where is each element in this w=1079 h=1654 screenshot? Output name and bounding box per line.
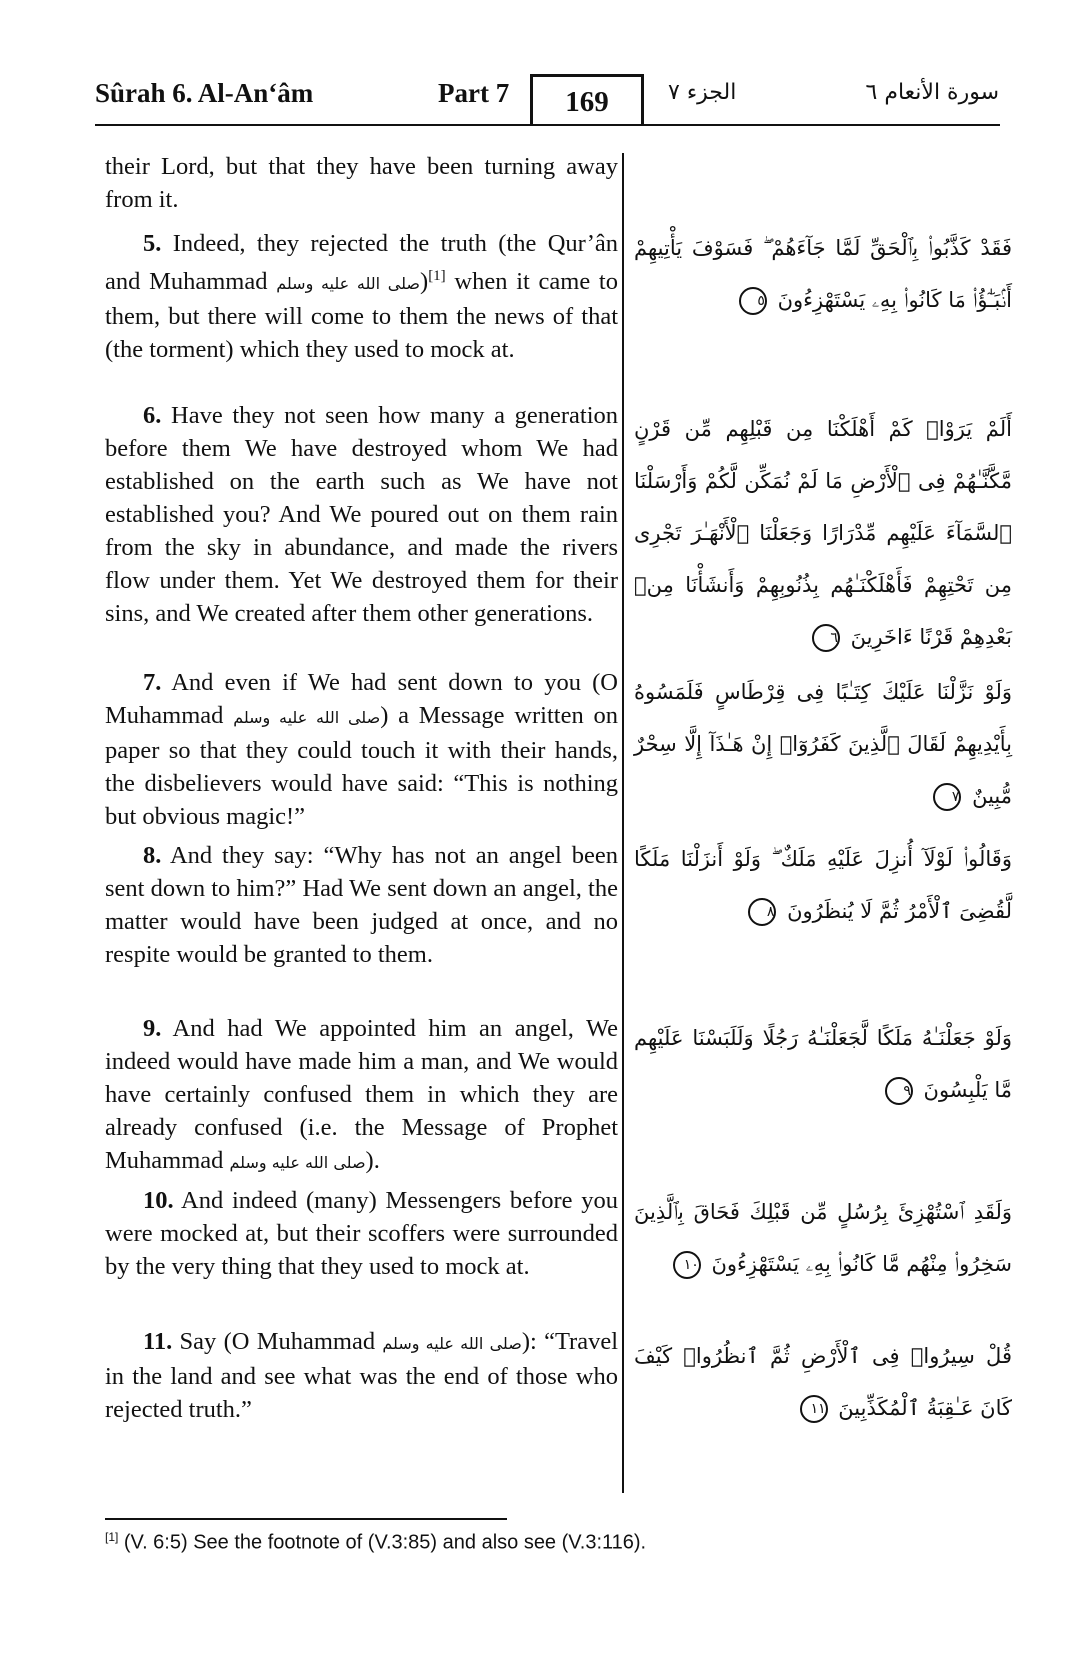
verse-number: 5. — [143, 230, 162, 257]
salutation: صلى الله عليه وسلم — [382, 1334, 522, 1353]
verse-text: And they say: “Why has not an angel been sent down to him?” Had We sent down an angel, the matter would have been judged at once, and no respite would be granted to them. — [105, 842, 618, 968]
verse-8-english — [105, 839, 618, 971]
ayah-number-mark: ١١ — [800, 1395, 828, 1423]
ayah-number-mark: ٦ — [812, 624, 840, 652]
arabic-text: فَقَدْ كَذَّبُوا۟ بِٱلْحَقِّ لَمَّا جَآءَهُمْ ۖ فَسَوْفَ يَأْتِيهِمْ أَنۢبَـٰٓؤُا۟ مَا كَانُوا۟ بِهِۦ يَسْتَهْزِءُونَ — [634, 236, 1012, 312]
salutation: صلى الله عليه وسلم — [276, 274, 421, 294]
verse-10-arabic — [634, 1186, 1012, 1290]
verse-text: ) a Message written on paper so that they could touch it with their hands, the disbelievers would have said: “This is nothing but obvious magic!” — [105, 702, 618, 830]
header-rule — [95, 124, 1000, 126]
verse-text: Have they not seen how many a generation before them We have destroyed whom We had established on the earth such as We have not established you? And We poured out on them rain from the sky in abundance, and made the rivers flow under them. Yet We destroyed them for their sins, and We created after them other generations. — [105, 402, 618, 627]
verse-11-english — [105, 1325, 618, 1426]
verse-6-arabic — [634, 403, 1012, 663]
paragraph-continuation — [105, 150, 618, 216]
verse-9-arabic — [634, 1012, 1012, 1116]
page-number-box — [530, 74, 644, 124]
arabic-text: أَلَمْ يَرَوْا۟ كَمْ أَهْلَكْنَا مِن قَبْلِهِم مِّن قَرْنٍ مَّكَّنَّـٰهُمْ فِى ٱلْأَرْضِ مَا لَمْ نُمَكِّن لَّكُمْ وَأَرْسَلْنَا ٱلسَّمَآءَ عَلَيْهِم مِّدْرَارًا وَجَعَلْنَا ٱلْأَنْهَـٰرَ تَجْرِى مِن تَحْتِهِمْ فَأَهْلَكْنَـٰهُم بِذُنُوبِهِمْ وَأَنشَأْنَا مِنۢ بَعْدِهِمْ قَرْنًا ءَاخَرِينَ — [634, 417, 1012, 649]
verse-5-arabic — [634, 222, 1012, 326]
ayah-number-mark: ٧ — [933, 783, 961, 811]
verse-number: 11. — [143, 1328, 173, 1355]
header-surah-english: Sûrah 6. Al-An‘âm — [95, 78, 314, 108]
verse-number: 7. — [143, 669, 162, 696]
verse-number: 8. — [143, 842, 162, 869]
arabic-text: وَلَوْ جَعَلْنَـٰهُ مَلَكًا لَّجَعَلْنَـٰهُ رَجُلًا وَلَلَبَسْنَا عَلَيْهِم مَّا يَلْبِسُونَ — [634, 1026, 1012, 1102]
verse-text: And indeed (many) Messengers before you were mocked at, but their scoffers were surrounded by the very thing that they used to mock at. — [105, 1187, 618, 1280]
salutation: صلى الله عليه وسلم — [229, 1153, 366, 1172]
verse-7-arabic — [634, 666, 1012, 822]
column-divider — [622, 153, 624, 1493]
verse-text: Indeed, they rejected the truth (the Qur’ân and Muhammad — [105, 230, 618, 296]
page-number: 169 — [565, 86, 609, 118]
verse-text: ). — [365, 1147, 380, 1174]
verse-text: And had We appointed him an angel, We indeed would have made him a man, and We would have certainly confused them in which they are already confused (i.e. the Message of Prophet Muhammad — [105, 1015, 618, 1174]
ayah-number-mark: ٥ — [739, 287, 767, 315]
salutation: صلى الله عليه وسلم — [233, 708, 381, 727]
footnote-marker: [1] — [105, 1530, 119, 1544]
arabic-text: وَلَقَدِ ٱسْتُهْزِئَ بِرُسُلٍ مِّن قَبْلِكَ فَحَاقَ بِٱلَّذِينَ سَخِرُوا۟ مِنْهُم مَّا كَانُوا۟ بِهِۦ يَسْتَهْزِءُونَ — [634, 1200, 1012, 1276]
verse-text: ): “Travel in the land and see what was the end of those who rejected truth.” — [105, 1328, 619, 1423]
header-part: Part 7 — [438, 78, 510, 108]
verse-text: when it came to them, but there will come to them the news of that (the torment) which they used to mock at. — [105, 268, 618, 364]
verse-number: 9. — [143, 1015, 162, 1042]
ayah-number-mark: ١٠ — [673, 1251, 701, 1279]
footnote-text: (V. 6:5) See the footnote of (V.3:85) and also see (V.3:116). — [118, 1531, 647, 1554]
verse-text: And even if We had sent down to you (O Muhammad — [105, 669, 618, 729]
verse-6-english — [105, 399, 618, 630]
footnote-rule — [105, 1518, 507, 1520]
header-surah-arabic: سورة الأنعام ٦ — [865, 80, 999, 105]
arabic-text: وَلَوْ نَزَّلْنَا عَلَيْكَ كِتَـٰبًا فِى قِرْطَاسٍ فَلَمَسُوهُ بِأَيْدِيهِمْ لَقَالَ ٱلَّذِينَ كَفَرُوٓا۟ إِنْ هَـٰذَآ إِلَّا سِحْرٌ مُّبِينٌ — [634, 680, 1012, 808]
verse-5-english: 5. Indeed, they rejected the truth (the Qur’ân and Muhammad صلى الله عليه وسلم)[1] when it came to them, but there will come to them the news of that (the torment) which they used to mock at. — [105, 230, 618, 364]
verse-number: 10. — [143, 1187, 174, 1214]
ayah-number-mark: ٨ — [748, 898, 776, 926]
arabic-text: قُلْ سِيرُوا۟ فِى ٱلْأَرْضِ ثُمَّ ٱنظُرُوا۟ كَيْفَ كَانَ عَـٰقِبَةُ ٱلْمُكَذِّبِينَ — [634, 1344, 1012, 1420]
verse-8-arabic — [634, 833, 1012, 937]
verse-9-english — [105, 1012, 618, 1179]
verse-number: 6. — [143, 402, 162, 429]
header-juz-arabic: الجزء ٧ — [668, 80, 737, 105]
verse-text: Say (O Muhammad — [172, 1328, 383, 1355]
verse-10-english — [105, 1184, 618, 1283]
footnote — [105, 1530, 646, 1555]
arabic-text: وَقَالُوا۟ لَوْلَآ أُنزِلَ عَلَيْهِ مَلَكٌ ۖ وَلَوْ أَنزَلْنَا مَلَكًا لَّقُضِىَ ٱلْأَمْرُ ثُمَّ لَا يُنظَرُونَ — [634, 847, 1012, 923]
ayah-number-mark: ٩ — [885, 1077, 913, 1105]
verse-7-english — [105, 666, 618, 833]
verse-11-arabic — [634, 1330, 1012, 1434]
paragraph-text: their Lord, but that they have been turning away from it. — [105, 153, 618, 213]
footnote-ref: [1] — [428, 268, 446, 284]
